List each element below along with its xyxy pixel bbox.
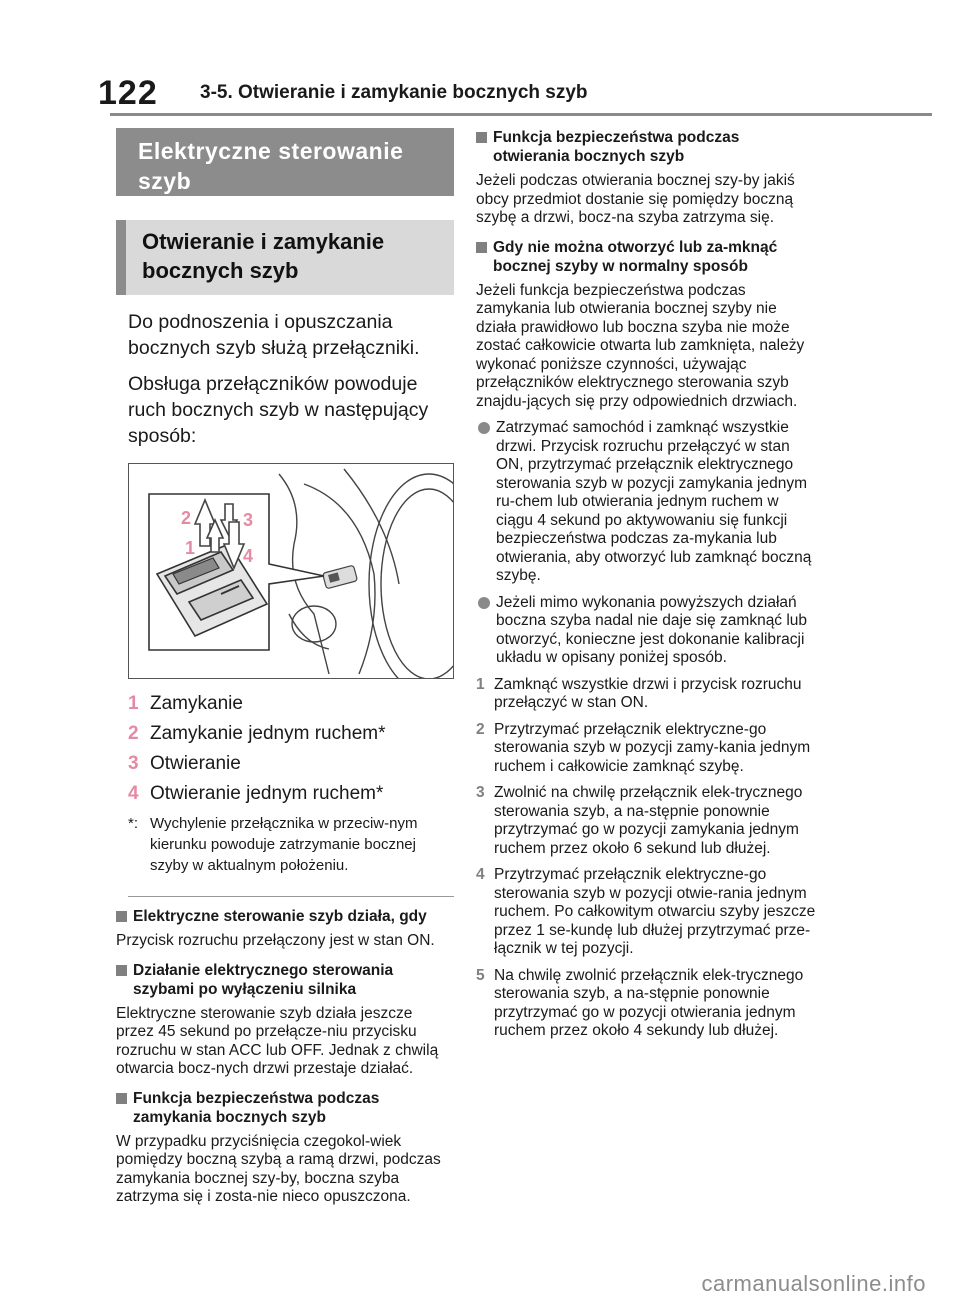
footnote bbox=[128, 813, 454, 876]
step-number: 5 bbox=[476, 966, 485, 984]
info-block bbox=[476, 128, 816, 228]
watermark: carmanualsonline.info bbox=[701, 1271, 926, 1296]
info-text: Jeżeli podczas otwierania bocznej szy-by jakiś obcy przedmiot dostanie się pomiędzy boczną szybę a drzwi, bocz-na szyba zatrzyma się. bbox=[476, 172, 795, 226]
legend-text: Zamykanie jednym ruchem* bbox=[150, 723, 386, 744]
legend-item bbox=[128, 783, 454, 805]
step-number: 1 bbox=[476, 675, 485, 693]
square-bullet-icon bbox=[476, 242, 487, 253]
step-item bbox=[476, 721, 816, 777]
square-bullet-icon bbox=[476, 132, 487, 143]
legend-item bbox=[128, 693, 454, 715]
round-bullet-icon bbox=[478, 597, 490, 609]
info-heading: Działanie elektrycznego sterowania szybami po wyłączeniu silnika bbox=[116, 961, 454, 999]
intro-paragraph-1: Do podnoszenia i opuszczania bocznych szyb służą przełączniki. bbox=[128, 311, 420, 359]
legend-number: 3 bbox=[128, 753, 139, 774]
bullet-item: Zatrzymać samochód i zamknąć wszystkie drzwi. Przycisk rozruchu przełączyć w stan ON, przytrzymać przełącznik elektrycznego sterowania szyb w pozycji zamykania jednym ru-chem lub otwierania jednym ruchem w ciągu 4 sekund po aktywowaniu się funkcji bezpieczeństwa podczas za-mykania lub otwierania, aby otworzyć lub zamknąć boczną szybę. bbox=[476, 419, 816, 586]
figure-legend bbox=[128, 693, 454, 805]
chapter-title: 3-5. Otwieranie i zamykanie bocznych szyb bbox=[200, 82, 588, 103]
door-handle-line bbox=[289, 614, 329, 649]
legend-text: Otwieranie bbox=[150, 753, 241, 774]
square-bullet-icon bbox=[116, 911, 127, 922]
door-speaker bbox=[292, 606, 336, 642]
mini-switch-panel bbox=[322, 565, 357, 589]
arrow-label-4: 4 bbox=[243, 546, 254, 566]
subsection-title-line1: Otwieranie i zamykanie bbox=[142, 229, 385, 254]
legend-number: 1 bbox=[128, 693, 139, 714]
step-text: Zamknąć wszystkie drzwi i przycisk rozruchu przełączyć w stan ON. bbox=[494, 675, 802, 711]
step-number: 3 bbox=[476, 784, 485, 801]
info-block bbox=[476, 238, 816, 412]
square-bullet-icon bbox=[116, 965, 127, 976]
bullet-item: Jeżeli mimo wykonania powyższych działań boczna szyba nadal nie daje się zamknąć lub otworzyć, konieczne jest dokonanie kalibracji układu w opisany poniżej sposób. bbox=[476, 594, 816, 668]
step-number: 4 bbox=[476, 866, 485, 883]
step-text: Na chwilę zwolnić przełącznik elek-trycznego sterowania szyb, a na-stępnie ponownie przytrzymać go w pozycji otwierania jednym ruchem przez około 4 sekundy lub dłużej. bbox=[494, 966, 804, 1039]
info-heading: Gdy nie można otworzyć lub za-mknąć bocznej szyby w normalny sposób bbox=[476, 238, 816, 276]
intro-paragraph-2: Obsługa przełączników powoduje ruch bocznych szyb w następujący sposób: bbox=[128, 373, 429, 447]
info-text: Elektryczne sterowanie szyb działa jeszcze przez 45 sekund po przełącze-niu przycisku rozruchu w stan ACC lub OFF. Jednak z chwilą otwarcia bocz-nych drzwi przestaje działać. bbox=[116, 1004, 439, 1077]
step-item bbox=[476, 784, 816, 858]
section-divider bbox=[128, 896, 454, 897]
window-switch-illustration bbox=[128, 463, 454, 679]
legend-number: 4 bbox=[128, 783, 139, 804]
info-text: W przypadku przyciśnięcia czegokol-wiek pomiędzy boczną szybą a ramą drzwi, podczas zamykania bocznej szy-by, boczna szyba zatrzyma się i zosta-nie nieco opuszczona. bbox=[116, 1132, 441, 1205]
legend-text: Otwieranie jednym ruchem* bbox=[150, 783, 384, 804]
steering-wheel-inner bbox=[381, 489, 453, 678]
section-title bbox=[116, 128, 454, 196]
legend-item bbox=[128, 753, 454, 775]
round-bullet-icon bbox=[478, 422, 490, 434]
info-block bbox=[116, 961, 454, 1079]
step-text: Przytrzymać przełącznik elektryczne-go sterowania szyb w pozycji zamy-kania jednym ruchem i całkowicie zamknąć szybę. bbox=[494, 720, 811, 775]
info-block bbox=[116, 907, 454, 951]
arrow-label-2: 2 bbox=[181, 508, 192, 528]
header-divider bbox=[110, 113, 932, 116]
footnote-text: Wychylenie przełącznika w przeciw-nym kierunku powoduje zatrzymanie bocznej szyby w aktualnym położeniu. bbox=[150, 815, 418, 874]
info-text: Przycisk rozruchu przełączony jest w stan ON. bbox=[116, 932, 435, 949]
info-heading: Elektryczne sterowanie szyb działa, gdy bbox=[116, 907, 454, 926]
step-item bbox=[476, 866, 816, 959]
right-column bbox=[476, 128, 816, 1041]
legend-number: 2 bbox=[128, 723, 139, 744]
switch-diagram-svg bbox=[129, 464, 453, 678]
arrow-label-3: 3 bbox=[243, 510, 254, 530]
page-header bbox=[0, 0, 960, 120]
info-block bbox=[116, 1089, 454, 1207]
left-column bbox=[116, 128, 454, 1207]
legend-text: Zamykanie bbox=[150, 693, 243, 714]
subsection-title-line2: bocznych szyb bbox=[142, 258, 299, 283]
arrow-label-1: 1 bbox=[185, 538, 196, 558]
section-title-line2: szyb bbox=[138, 168, 192, 194]
subsection-title bbox=[116, 220, 454, 295]
page-number: 122 bbox=[98, 74, 158, 112]
legend-item bbox=[128, 723, 454, 745]
step-number: 2 bbox=[476, 720, 485, 738]
step-item bbox=[476, 676, 816, 713]
square-bullet-icon bbox=[116, 1093, 127, 1104]
info-heading: Funkcja bezpieczeństwa podczas otwierania bocznych szyb bbox=[476, 128, 816, 166]
footnote-mark: *: bbox=[128, 815, 139, 832]
step-text: Przytrzymać przełącznik elektryczne-go sterowania szyb w pozycji otwie-rania jednym ruchem. Po całkowitym otwarciu szyby jeszcze przez 1 se-kundę lub dłużej przytrzymać prze-łącznik w tej pozycji. bbox=[494, 866, 816, 957]
step-text: Zwolnić na chwilę przełącznik elek-trycznego sterowania szyb, a na-stępnie ponownie przytrzymać go w pozycji zamykania jednym ruchem przez około 6 sekund lub dłużej. bbox=[494, 784, 803, 857]
info-heading: Funkcja bezpieczeństwa podczas zamykania bocznych szyb bbox=[116, 1089, 454, 1127]
section-title-line1: Elektryczne sterowanie bbox=[138, 138, 404, 164]
step-item bbox=[476, 967, 816, 1041]
info-text: Jeżeli funkcja bezpieczeństwa podczas zamykania lub otwierania bocznej szyby nie działa prawidłowo lub boczna szyba nie może zostać całkowicie otwarta lub zamknięta, należy wykonać poniższe czynności, używając przełączników elektrycznego sterowania szyb znajdu-jących się przy odpowiednich drzwiach. bbox=[476, 281, 805, 410]
